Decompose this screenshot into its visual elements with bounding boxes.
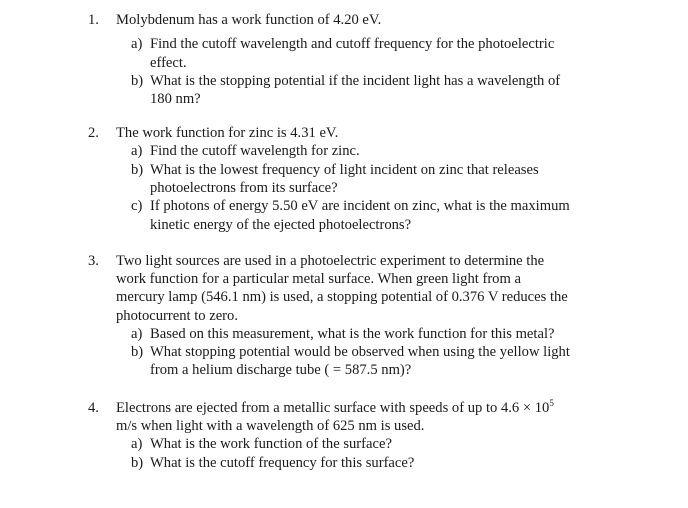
problem-2b-label: b) [131, 162, 144, 178]
problem-2-text: The work function for zinc is 4.31 eV. [116, 125, 339, 141]
problem-2a-text: Find the cutoff wavelength for zinc. [150, 143, 360, 159]
problem-4-text [116, 399, 554, 417]
problem-2c-text: kinetic energy of the ejected photoelectrons? [150, 217, 412, 233]
problem-1-text: Molybdenum has a work function of 4.20 eV. [116, 12, 382, 28]
problem-4-number: 4. [88, 400, 99, 416]
problem-1b-text: What is the stopping potential if the incident light has a wavelength of [150, 73, 561, 89]
problem-3-text: mercury lamp (546.1 nm) is used, a stopping potential of 0.376 V reduces the [116, 289, 568, 305]
problem-1b-label: b) [131, 73, 144, 89]
problem-2b-text: photoelectrons from its surface? [150, 180, 338, 196]
problem-2b-text: What is the lowest frequency of light incident on zinc that releases [150, 162, 539, 178]
problem-3a-text: Based on this measurement, what is the work function for this metal? [150, 326, 555, 342]
problem-4b-text: What is the cutoff frequency for this surface? [150, 455, 415, 471]
problem-1b-text: 180 nm? [150, 91, 201, 107]
problem-2c-text: If photons of energy 5.50 eV are incident on zinc, what is the maximum [150, 198, 570, 214]
problem-2-number: 2. [88, 125, 99, 141]
problem-3a-label: a) [131, 326, 143, 342]
problem-2c-label: c) [131, 198, 143, 214]
problem-1-number: 1. [88, 12, 99, 28]
problem-4a-text: What is the work function of the surface? [150, 436, 392, 452]
problem-3-text: work function for a particular metal surface. When green light from a [116, 271, 521, 287]
problem-2a-label: a) [131, 143, 143, 159]
problem-3b-text: from a helium discharge tube ( = 587.5 nm)? [150, 362, 412, 378]
problem-1a-label: a) [131, 36, 143, 52]
problem-4-text: m/s when light with a wavelength of 625 nm is used. [116, 418, 425, 434]
problem-4-line: Electrons are ejected from a metallic surface with speeds of up to 4.6 × 10 [116, 400, 550, 416]
problem-3-text: photocurrent to zero. [116, 308, 238, 324]
problem-1a-text: Find the cutoff wavelength and cutoff frequency for the photoelectric [150, 36, 555, 52]
problem-3b-label: b) [131, 344, 144, 360]
exponent: 5 [549, 398, 554, 408]
problem-4a-label: a) [131, 436, 143, 452]
problem-3-number: 3. [88, 253, 99, 269]
problem-1a-text: effect. [150, 55, 187, 71]
problem-3-text: Two light sources are used in a photoelectric experiment to determine the [116, 253, 545, 269]
problem-4b-label: b) [131, 455, 144, 471]
problem-3b-text: What stopping potential would be observed when using the yellow light [150, 344, 570, 360]
